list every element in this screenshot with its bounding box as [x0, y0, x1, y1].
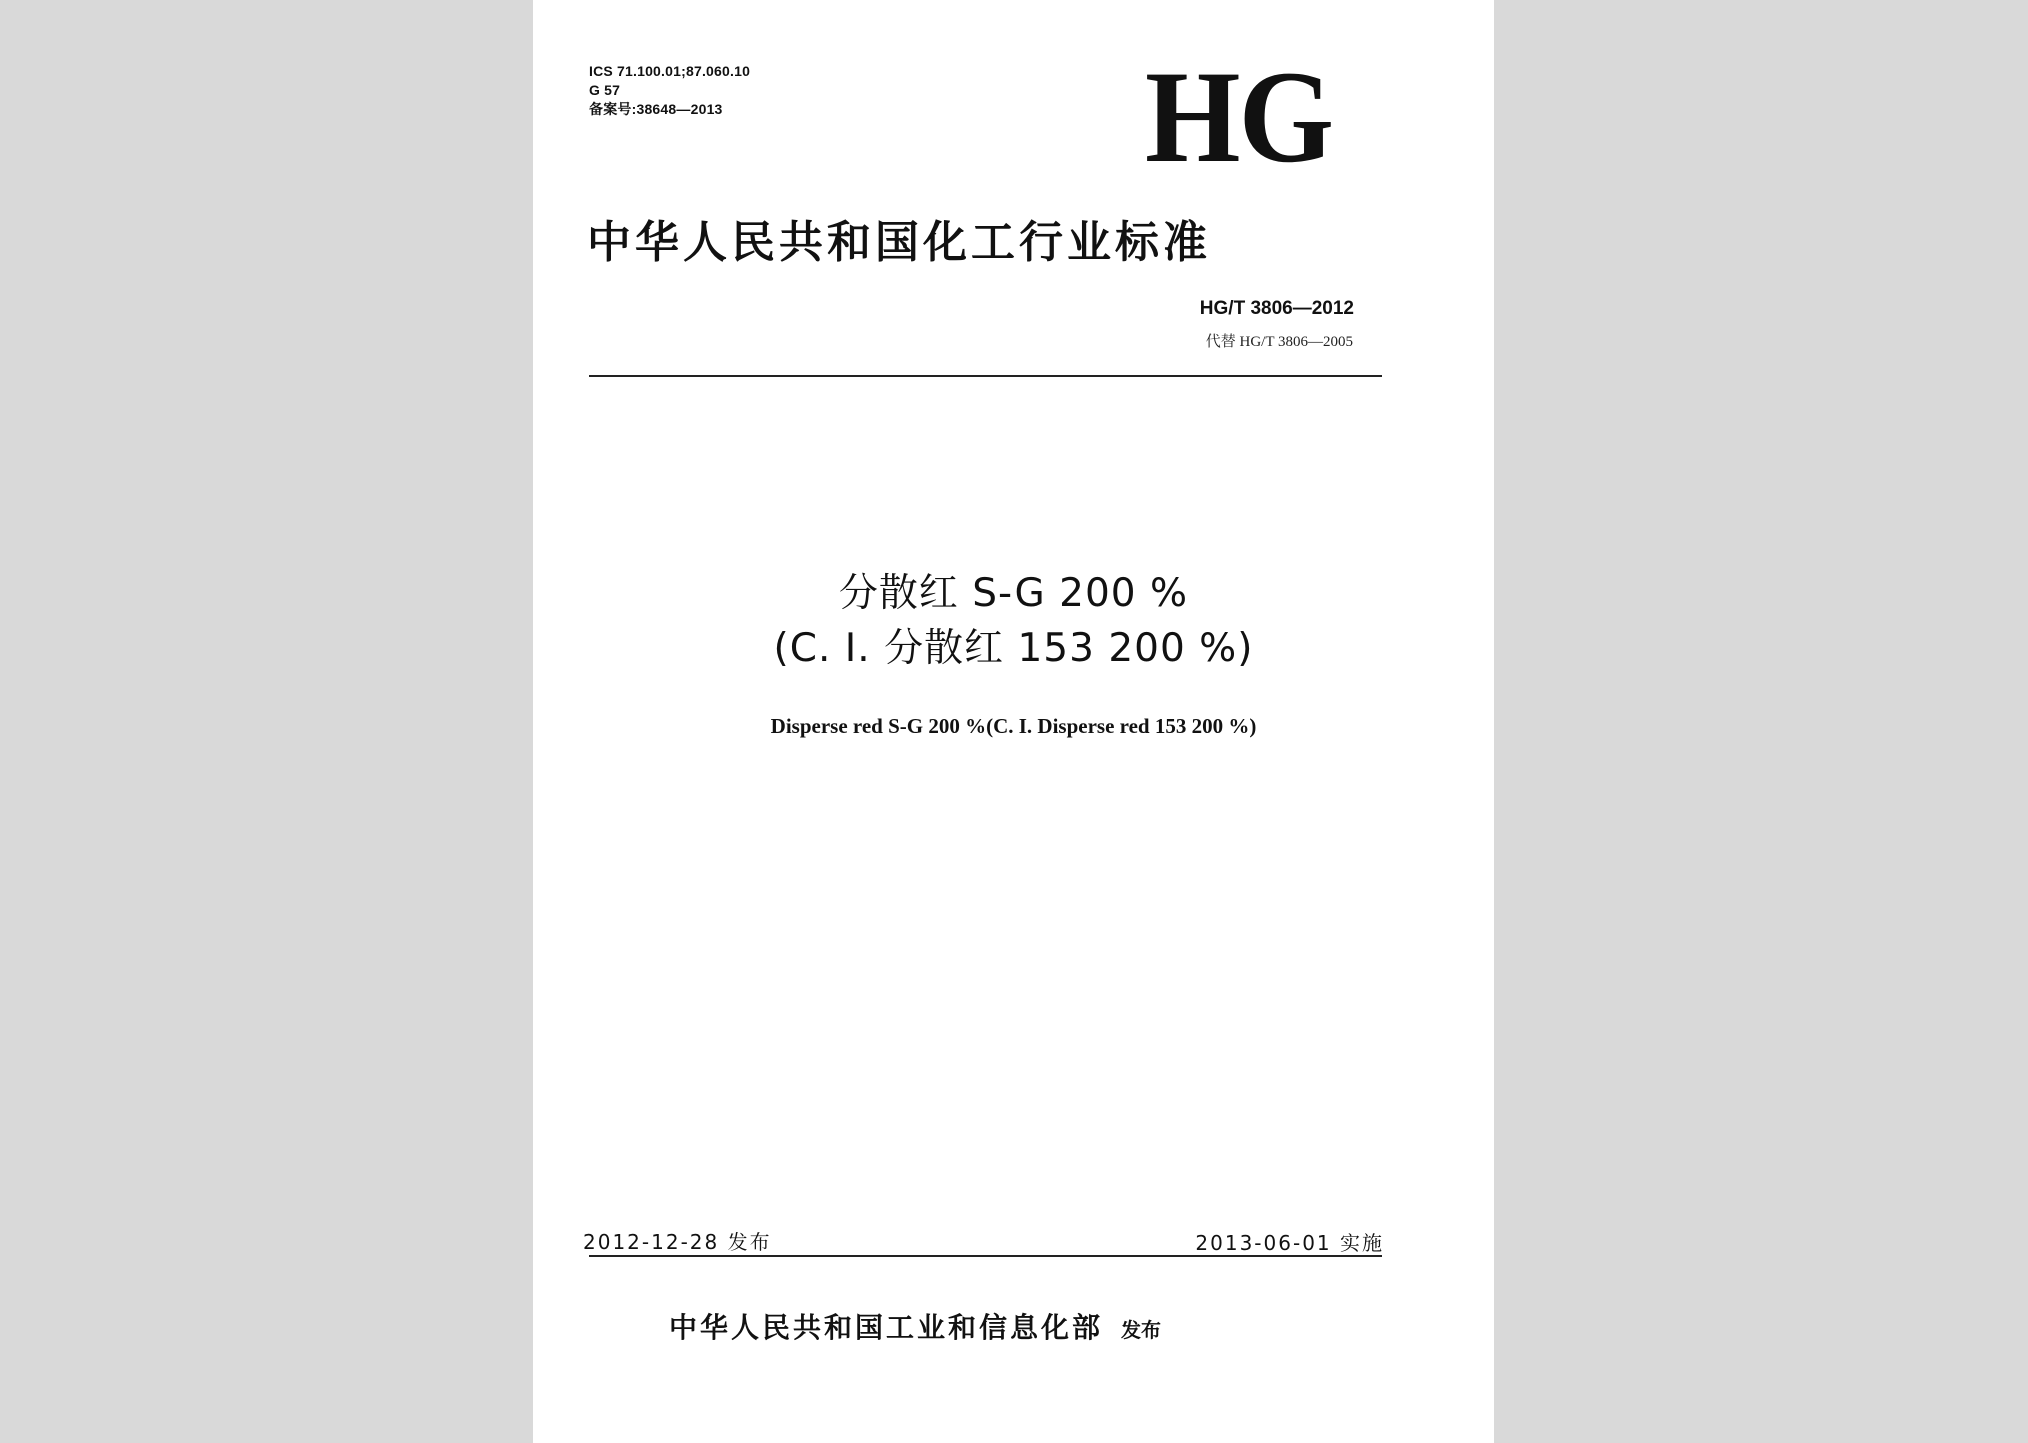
organization-title: 中华人民共和国化工行业标准: [587, 217, 1211, 268]
ics-code: ICS 71.100.01;87.060.10: [589, 63, 751, 79]
title-chinese-line-1: 分散红 S-G 200 %: [838, 571, 1189, 616]
title-chinese-line-2: (C. I. 分散红 153 200 %): [773, 626, 1254, 671]
record-number: 备案号:38648—2013: [589, 101, 723, 117]
ccs-code: G 57: [589, 82, 621, 98]
title-english: Disperse red S-G 200 %(C. I. Disperse red 153 200 %): [770, 714, 1257, 738]
publisher: [669, 1306, 1161, 1346]
document-page: [533, 0, 1494, 1443]
standard-number: HG/T 3806—2012: [1199, 298, 1354, 319]
hg-logo: HG: [1145, 43, 1333, 190]
footer-divider: [589, 1255, 1382, 1257]
header-divider: [589, 375, 1382, 377]
publisher-name: 中华人民共和国工业和信息化部: [669, 1311, 1104, 1344]
classification-block: [589, 62, 750, 119]
implementation-date: 2013-06-01 实施: [1195, 1231, 1384, 1255]
issue-date: 2012-12-28 发布: [583, 1230, 772, 1254]
replaces-standard: 代替 HG/T 3806—2005: [1205, 334, 1353, 350]
publisher-action: 发布: [1121, 1318, 1162, 1342]
